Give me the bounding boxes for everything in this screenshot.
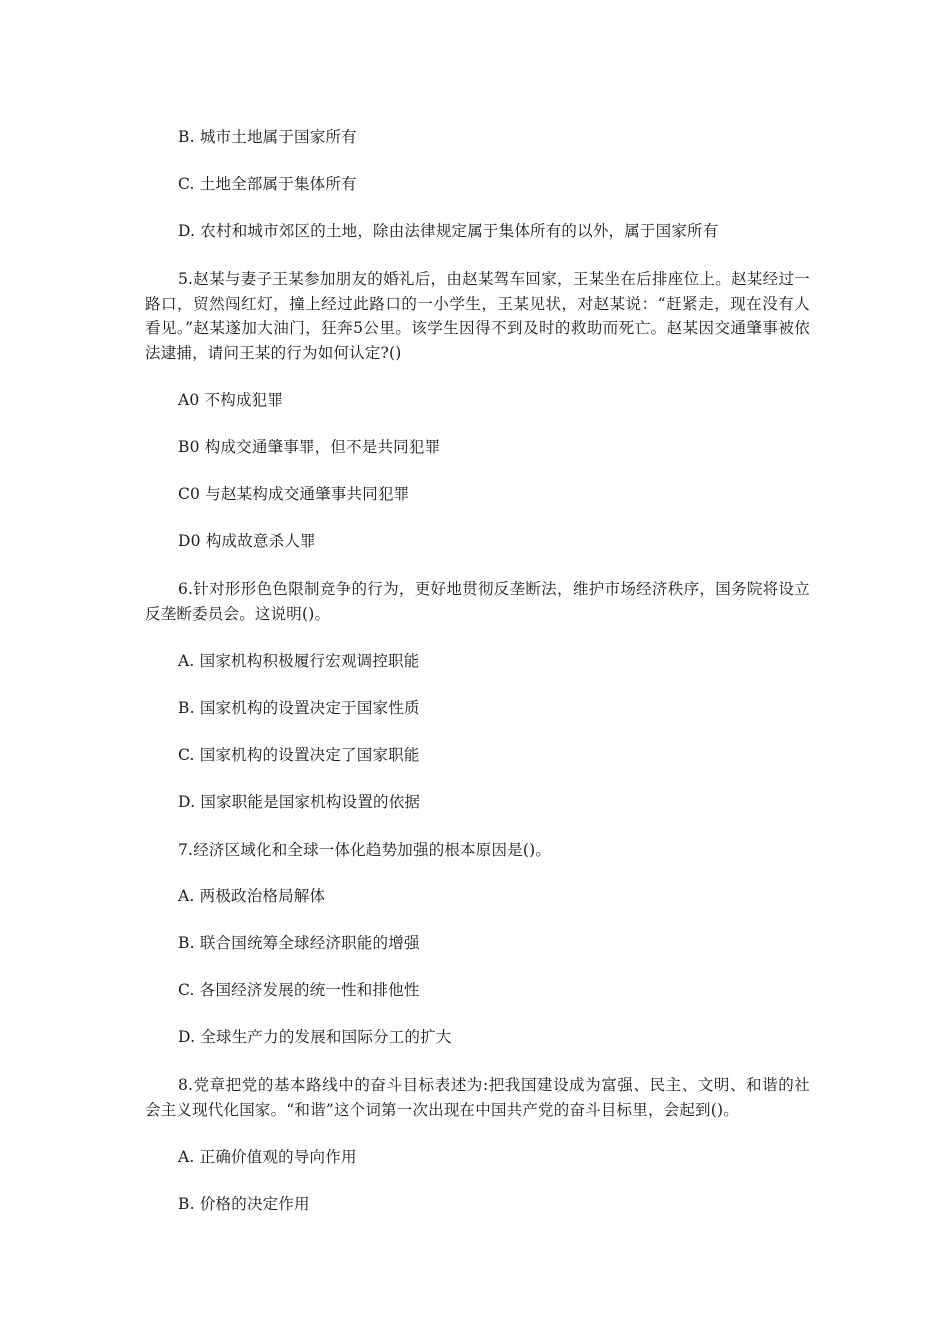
q4-option-c: C. 土地全部属于集体所有	[178, 175, 357, 193]
q6-option-d: D. 国家职能是国家机构设置的依据	[178, 793, 421, 811]
q6-stem: 6.针对形形色色限制竞争的行为，更好地贯彻反垄断法，维护市场经济秩序，国务院将设立反垄断委员会。这说明()。	[145, 580, 810, 623]
q8-stem: 8.党章把党的基本路线中的奋斗目标表述为:把我国建设成为富强、民主、文明、和谐的社会主义现代化国家。“和谐”这个词第一次出现在中国共产党的奋斗目标里，会起到()。	[145, 1076, 810, 1119]
q5-stem: 5.赵某与妻子王某参加朋友的婚礼后，由赵某驾车回家，王某坐在后排座位上。赵某经过一路口，贸然闯红灯，撞上经过此路口的一小学生，王某见状，对赵某说：“赶紧走，现在没有人看见。”赵某遂加大油门，狂奔5公里。该学生因得不到及时的救助而死亡。赵某因交通肇事被依法逮捕，请问王某的行为如何认定?()	[145, 270, 810, 362]
q4-option-b: B. 城市土地属于国家所有	[178, 128, 357, 146]
q8-option-a: A. 正确价值观的导向作用	[178, 1148, 357, 1166]
q5-option-d: D0 构成故意杀人罪	[178, 532, 316, 550]
q6-option-b: B. 国家机构的设置决定于国家性质	[178, 699, 420, 717]
q8-option-b: B. 价格的决定作用	[178, 1195, 310, 1213]
q7-stem: 7.经济区域化和全球一体化趋势加强的根本原因是()。	[178, 841, 552, 859]
q7-option-a: A. 两极政治格局解体	[178, 887, 326, 905]
q7-option-d: D. 全球生产力的发展和国际分工的扩大	[178, 1028, 452, 1046]
q4-option-d: D. 农村和城市郊区的土地，除由法律规定属于集体所有的以外，属于国家所有	[178, 222, 719, 240]
q5-option-b: B0 构成交通肇事罪，但不是共同犯罪	[178, 438, 441, 456]
q5-option-a: A0 不构成犯罪	[178, 391, 284, 409]
q6-option-c: C. 国家机构的设置决定了国家职能	[178, 746, 420, 764]
q7-option-c: C. 各国经济发展的统一性和排他性	[178, 981, 420, 999]
q7-option-b: B. 联合国统筹全球经济职能的增强	[178, 934, 420, 952]
q5-option-c: C0 与赵某构成交通肇事共同犯罪	[178, 485, 410, 503]
q6-option-a: A. 国家机构积极履行宏观调控职能	[178, 652, 420, 670]
